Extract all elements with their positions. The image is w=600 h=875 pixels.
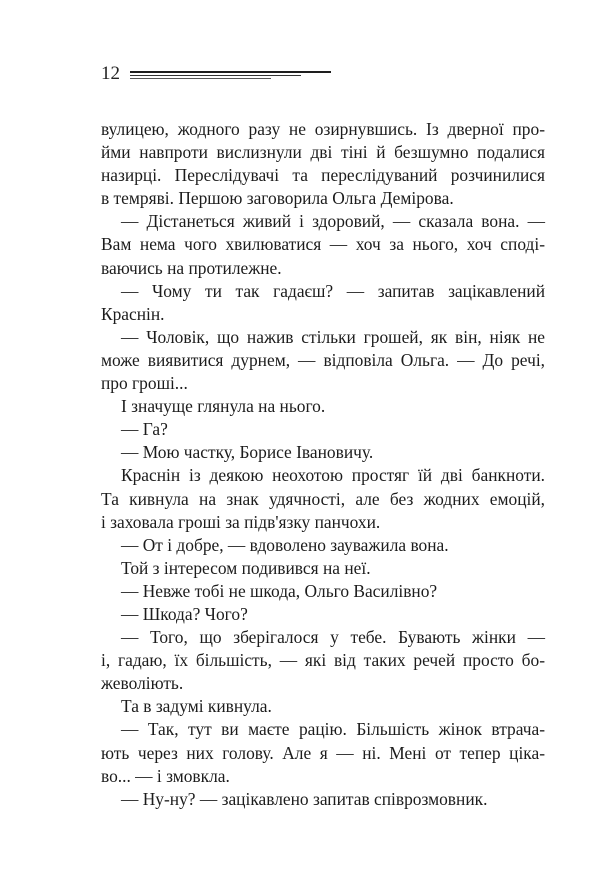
text-line: — Так, тут ви маєте рацію. Більшість жінок втрача- bbox=[121, 719, 545, 740]
text-line: Та в задумі кивнула. bbox=[121, 696, 272, 717]
text-line: Краснін. bbox=[101, 303, 165, 324]
text-line: — Ну-ну? — зацікавлено запитав співрозмовник. bbox=[121, 788, 488, 809]
text-line: може виявитися дурнем, — відповіла Ольга. — До речі, bbox=[101, 349, 545, 370]
text-line: ють через них голову. Але я — ні. Мені от тепер ціка- bbox=[101, 742, 545, 763]
text-line: — Невже тобі не шкода, Ольго Василівно? bbox=[121, 580, 438, 601]
text-line: во... — і змовкла. bbox=[101, 765, 230, 786]
text-line: Той з інтересом подивився на неї. bbox=[121, 557, 371, 578]
text-line: — Чоловік, що нажив стільки грошей, як він, ніяк не bbox=[121, 326, 545, 347]
text-line: І значуще глянула на нього. bbox=[121, 396, 326, 417]
text-line: вулицею, жодного разу не озирнувшись. Із дверної про- bbox=[101, 119, 545, 139]
text-line: про гроші... bbox=[101, 373, 188, 394]
text-line: і заховала гроші за підв'язку панчохи. bbox=[101, 511, 381, 532]
text-line: — Мою частку, Борисе Івановичу. bbox=[121, 442, 374, 463]
text-line: Вам нема чого хвилюватися — хоч за нього, хоч споді- bbox=[101, 234, 545, 255]
text-line: і, гадаю, їх більшість, — які від таких речей просто бо- bbox=[101, 650, 545, 671]
text-line: — Шкода? Чого? bbox=[121, 603, 248, 624]
text-line: Краснін із деякою неохотою простяг їй дві банкноти. bbox=[121, 465, 545, 486]
running-head bbox=[101, 62, 341, 88]
text-line: — Дістанеться живий і здоровий, — сказала вона. — bbox=[121, 211, 545, 232]
body-text bbox=[101, 118, 545, 811]
text-line: в темряві. Першою заговорила Ольга Демірова. bbox=[101, 188, 454, 209]
text-line: Та кивнула на знак удячності, але без жодних емоцій, bbox=[101, 488, 545, 509]
text-line: — Того, що зберігалося у тебе. Бувають жінки — bbox=[121, 627, 545, 648]
header-rule-medium bbox=[130, 75, 301, 76]
header-rule-thin bbox=[130, 78, 271, 79]
text-line: — От і добре, — вдоволено зауважила вона. bbox=[121, 534, 449, 555]
text-line: йми навпроти вислизнули дві тіні й безшумно подалися bbox=[101, 142, 545, 163]
text-line: ваючись на протилежне. bbox=[101, 257, 282, 278]
text-line: — Га? bbox=[121, 419, 168, 440]
text-line: назирці. Переслідувачі та переслідуваний розчинилися bbox=[101, 165, 545, 186]
page-number: 12 bbox=[101, 63, 120, 84]
header-rule-thick bbox=[130, 71, 331, 73]
text-line: — Чому ти так гадаєш? — запитав зацікавлений bbox=[121, 280, 545, 301]
text-line: жеволіють. bbox=[101, 673, 184, 694]
